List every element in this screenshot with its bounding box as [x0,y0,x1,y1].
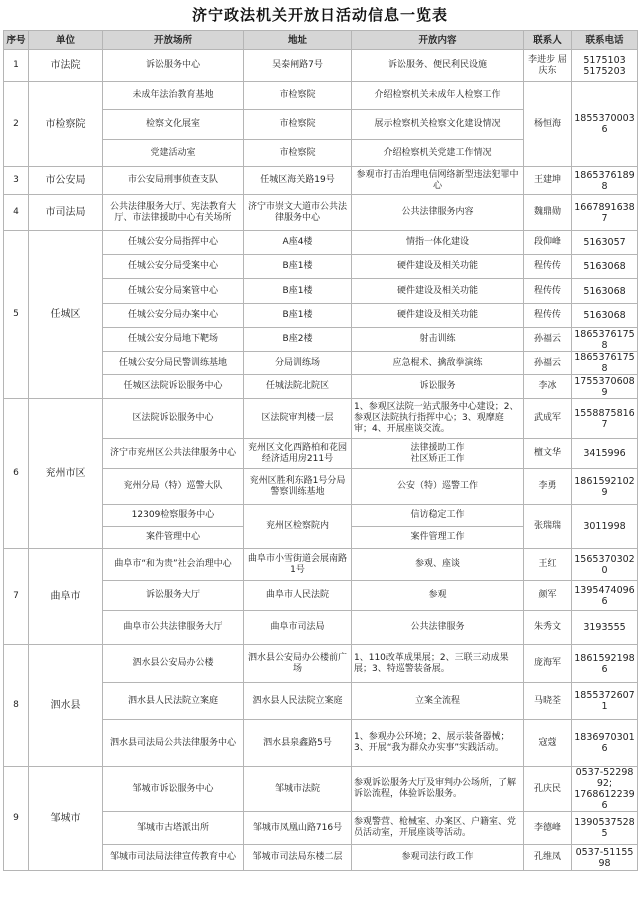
open-content: 1、110改革成果展；2、三联三动成果展；3、特巡警装备展。 [352,645,524,683]
open-content: 公共法律服务 [352,611,524,645]
address: 吴泰闸路7号 [244,50,352,82]
row-number: 4 [4,195,29,231]
header-contact: 联系人 [524,31,572,50]
contact-person: 程传传 [524,304,572,328]
open-place: 泗水县人民法院立案庭 [103,683,244,720]
contact-person: 朱秀文 [524,611,572,645]
address: 分局训练场 [244,352,352,375]
open-place: 公共法律服务大厅、宪法教育大厅、市法律援助中心有关场所 [103,195,244,231]
contact-person: 庞海军 [524,645,572,683]
contact-person: 程传传 [524,255,572,279]
address: 市检察院 [244,110,352,140]
address: 任城法院北院区 [244,375,352,399]
open-place: 未成年法治教育基地 [103,82,244,110]
contact-phone: 13905375285 [572,812,638,845]
page-title: 济宁政法机关开放日活动信息一览表 [191,6,448,24]
contact-phone: 18369703016 [572,720,638,767]
table-row [4,549,638,581]
table-row [4,767,638,812]
open-place: 济宁市兖州区公共法律服务中心 [103,439,244,469]
header-address: 地址 [244,31,352,50]
open-place: 任城公安分局案管中心 [103,279,244,304]
open-place: 曲阜市公共法律服务大厅 [103,611,244,645]
contact-phone: 5163068 [572,279,638,304]
unit-name: 邹城市 [29,767,103,871]
contact-phone: 13954740966 [572,581,638,611]
open-content: 诉讼服务 [352,375,524,399]
open-place: 任城公安分局指挥中心 [103,231,244,255]
row-number: 9 [4,767,29,871]
open-place: 检察文化展室 [103,110,244,140]
row-number: 2 [4,82,29,167]
open-content: 展示检察机关检察文化建设情况 [352,110,524,140]
contact-phone: 0537-5229892; 17686122396 [572,767,638,812]
header-place: 开放场所 [103,31,244,50]
contact-person: 武成军 [524,399,572,439]
contact-phone: 18653761898 [572,167,638,195]
open-place: 泗水县公安局办公楼 [103,645,244,683]
contact-person: 程传传 [524,279,572,304]
open-content: 公安（特）巡警工作 [352,469,524,505]
row-number: 6 [4,399,29,549]
address: B座2楼 [244,328,352,352]
unit-name: 市检察院 [29,82,103,167]
header-content: 开放内容 [352,31,524,50]
contact-person: 孔维凤 [524,845,572,871]
open-content: 公共法律服务内容 [352,195,524,231]
row-number: 1 [4,50,29,82]
info-table [3,30,638,871]
row-number: 5 [4,231,29,399]
table-row [4,645,638,683]
unit-name: 市司法局 [29,195,103,231]
address: 曲阜市小雪街道会展南路1号 [244,549,352,581]
contact-phone: 5175103 5175203 [572,50,638,82]
contact-phone: 18615921986 [572,645,638,683]
contact-person: 孙福云 [524,328,572,352]
address: 邹城市司法局东楼二层 [244,845,352,871]
open-place: 任城公安分局民警训练基地 [103,352,244,375]
address: 曲阜市人民法院 [244,581,352,611]
table-row [4,82,638,110]
open-place: 案件管理中心 [103,527,244,549]
open-place: 区法院诉讼服务中心 [103,399,244,439]
open-content: 诉讼服务、便民利民设施 [352,50,524,82]
contact-person: 李冰 [524,375,572,399]
open-place: 诉讼服务中心 [103,50,244,82]
address: 泗水县公安局办公楼前广场 [244,645,352,683]
open-content: 参观市打击治理电信网络新型违法犯罪中心 [352,167,524,195]
table-row [4,399,638,439]
address: 济宁市崇文大道市公共法律服务中心 [244,195,352,231]
address: 兖州区文化西路柏和花园经济适用房211号 [244,439,352,469]
open-content: 介绍检察机关未成年人检察工作 [352,82,524,110]
unit-name: 泗水县 [29,645,103,767]
open-place: 兖州分局（特）巡警大队 [103,469,244,505]
contact-phone: 3193555 [572,611,638,645]
table-row [4,195,638,231]
header-no: 序号 [4,31,29,50]
unit-name: 任城区 [29,231,103,399]
unit-name: 市法院 [29,50,103,82]
contact-person: 孙福云 [524,352,572,375]
open-content: 立案全流程 [352,683,524,720]
contact-person: 李德峰 [524,812,572,845]
address: 曲阜市司法局 [244,611,352,645]
open-content: 应急棍术、擒敌拳演练 [352,352,524,375]
open-content: 信访稳定工作 [352,505,524,527]
open-content: 参观诉讼服务大厅及审判办公场所，了解诉讼流程，体验诉讼服务。 [352,767,524,812]
address: 任城区海关路19号 [244,167,352,195]
contact-person: 檀文华 [524,439,572,469]
open-place: 市公安局刑事侦查支队 [103,167,244,195]
contact-phone: 18553700036 [572,82,638,167]
address: B座1楼 [244,279,352,304]
address: 区法院审判楼一层 [244,399,352,439]
address: 邹城市凤凰山路716号 [244,812,352,845]
contact-person: 杨恒海 [524,82,572,167]
address: B座1楼 [244,255,352,279]
table-row [4,50,638,82]
contact-phone: 18615921029 [572,469,638,505]
address: A座4楼 [244,231,352,255]
contact-person: 颜军 [524,581,572,611]
address: 泗水县泉鑫路5号 [244,720,352,767]
contact-phone: 0537-5115598 [572,845,638,871]
open-content: 射击训练 [352,328,524,352]
contact-person: 王红 [524,549,572,581]
contact-person: 张瑞瑞 [524,505,572,549]
contact-person: 孔庆民 [524,767,572,812]
contact-phone: 15588758167 [572,399,638,439]
open-content: 案件管理工作 [352,527,524,549]
contact-person: 马晓荃 [524,683,572,720]
contact-person: 李进步 屈庆东 [524,50,572,82]
open-place: 邹城市司法局法律宣传教育中心 [103,845,244,871]
contact-phone: 16678916387 [572,195,638,231]
open-place: 曲阜市“和为贵”社会治理中心 [103,549,244,581]
table-row [4,231,638,255]
contact-phone: 5163068 [572,255,638,279]
open-content: 1、参观办公环境；2、展示装备器械；3、开展“我为群众办实事”实践活动。 [352,720,524,767]
address: 邹城市法院 [244,767,352,812]
contact-phone: 3415996 [572,439,638,469]
contact-phone: 18653761758 [572,352,638,375]
contact-person: 王建坤 [524,167,572,195]
unit-name: 曲阜市 [29,549,103,645]
open-content: 参观 [352,581,524,611]
open-place: 邹城市古塔派出所 [103,812,244,845]
open-content: 法律援助工作 社区矫正工作 [352,439,524,469]
header-phone: 联系电话 [572,31,638,50]
open-content: 参观、座谈 [352,549,524,581]
contact-phone: 15653703020 [572,549,638,581]
address: B座1楼 [244,304,352,328]
open-place: 诉讼服务大厅 [103,581,244,611]
unit-name: 市公安局 [29,167,103,195]
address: 兖州区检察院内 [244,505,352,549]
contact-phone: 5163057 [572,231,638,255]
open-place: 任城区法院诉讼服务中心 [103,375,244,399]
contact-phone: 18553726071 [572,683,638,720]
address: 市检察院 [244,140,352,167]
open-place: 任城公安分局受案中心 [103,255,244,279]
open-place: 泗水县司法局公共法律服务中心 [103,720,244,767]
address: 市检察院 [244,82,352,110]
contact-person: 李勇 [524,469,572,505]
row-number: 8 [4,645,29,767]
open-content: 介绍检察机关党建工作情况 [352,140,524,167]
open-place: 任城公安分局地下靶场 [103,328,244,352]
contact-phone: 5163068 [572,304,638,328]
contact-phone: 18653761758 [572,328,638,352]
open-content: 参观司法行政工作 [352,845,524,871]
contact-phone: 3011998 [572,505,638,549]
address: 兖州区胜利东路1号分局警察训练基地 [244,469,352,505]
unit-name: 兖州市区 [29,399,103,549]
open-content: 1、参观区法院一站式服务中心建设；2、参观区法院执行指挥中心；3、观摩庭审；4、开展座谈交流。 [352,399,524,439]
contact-person: 魏鼎勋 [524,195,572,231]
open-place: 党建活动室 [103,140,244,167]
header-row [4,31,638,50]
address: 泗水县人民法院立案庭 [244,683,352,720]
row-number: 3 [4,167,29,195]
open-place: 邹城市诉讼服务中心 [103,767,244,812]
open-content: 情指一体化建设 [352,231,524,255]
open-content: 硬件建设及相关功能 [352,304,524,328]
open-place: 任城公安分局办案中心 [103,304,244,328]
open-content: 参观警营、枪械室、办案区、户籍室、党员活动室，开展座谈等活动。 [352,812,524,845]
table-row [4,167,638,195]
contact-person: 寇蔻 [524,720,572,767]
open-content: 硬件建设及相关功能 [352,279,524,304]
contact-person: 段仰峰 [524,231,572,255]
open-place: 12309检察服务中心 [103,505,244,527]
open-content: 硬件建设及相关功能 [352,255,524,279]
row-number: 7 [4,549,29,645]
contact-phone: 17553706089 [572,375,638,399]
header-unit: 单位 [29,31,103,50]
